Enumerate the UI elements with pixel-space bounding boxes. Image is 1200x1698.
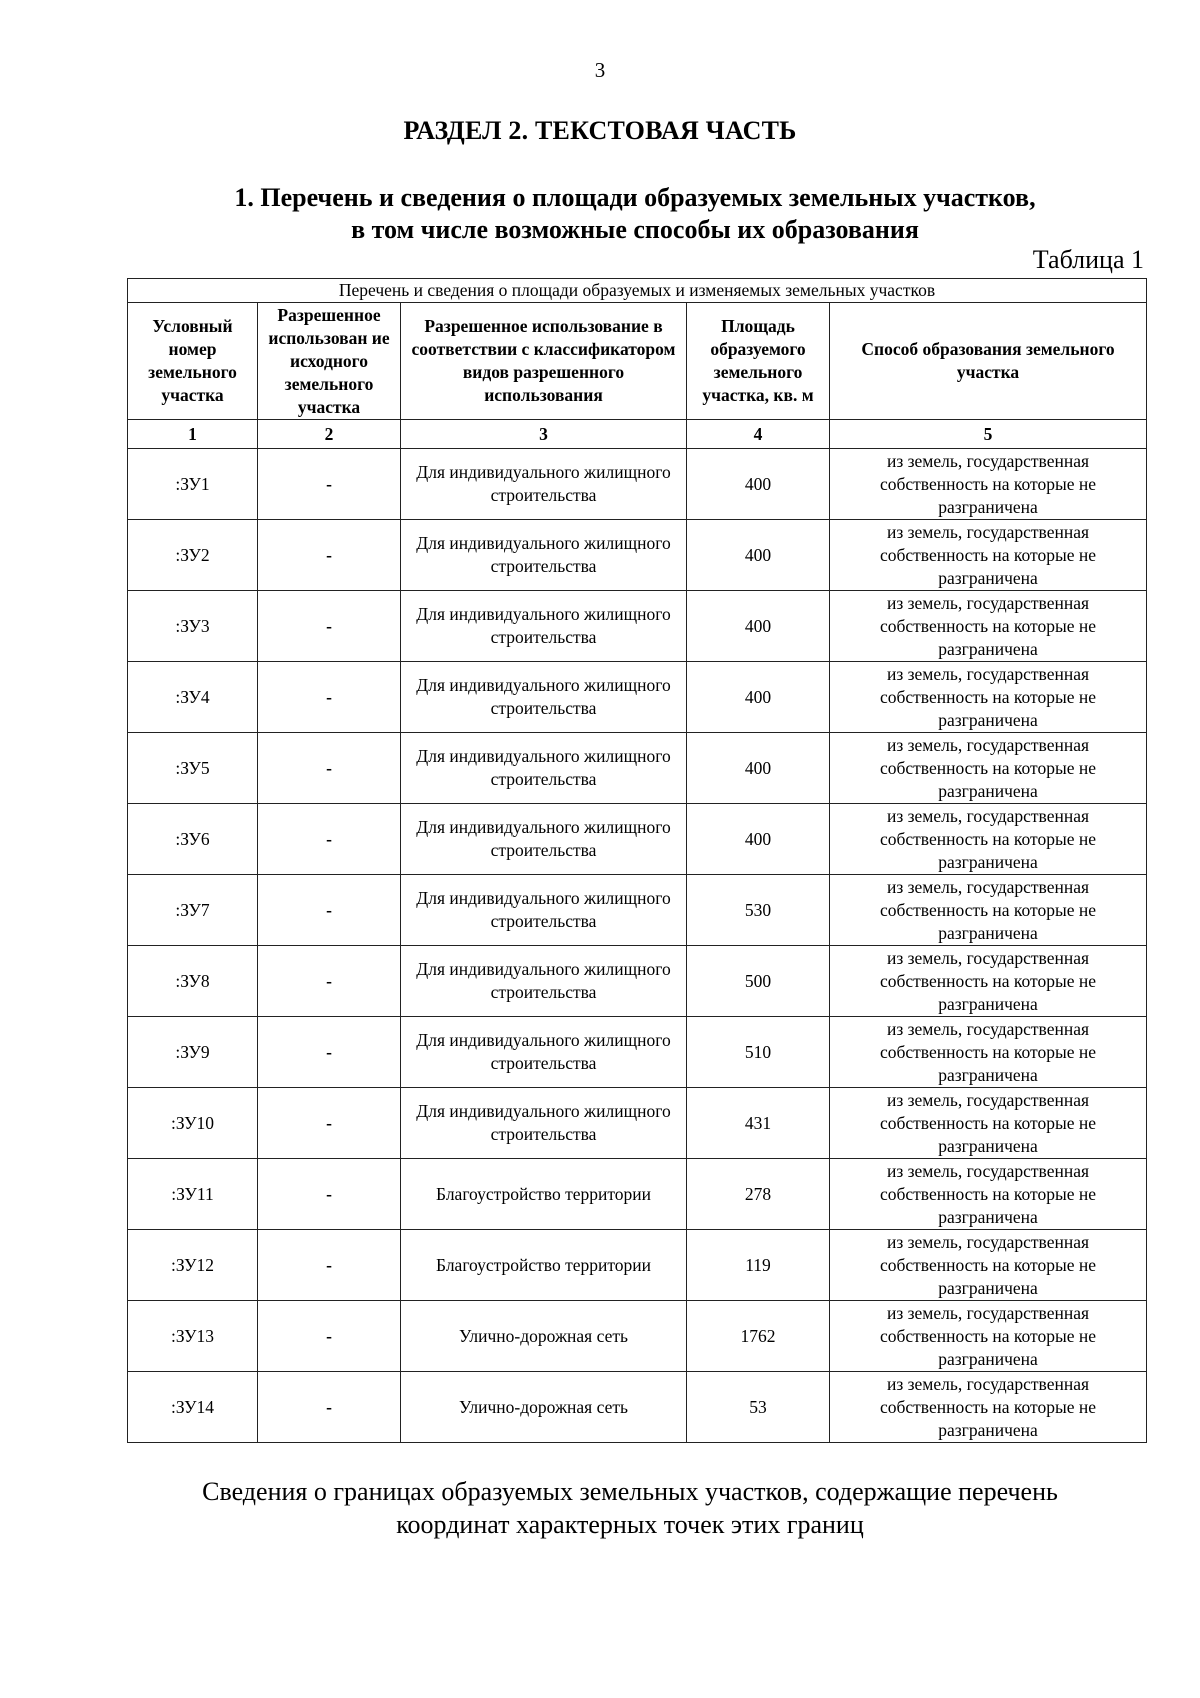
subtitle [190, 182, 1080, 246]
cell-original-use: - [258, 1088, 401, 1159]
cell-method: из земель, государственная собственность на которые не разграничена [830, 733, 1147, 804]
cell-plot-id: :ЗУ11 [128, 1159, 258, 1230]
subtitle-line-2: в том числе возможные способы их образования [351, 215, 919, 244]
cell-original-use: - [258, 733, 401, 804]
header-plot-id: Условный номер земельного участка [128, 303, 258, 420]
table-row [128, 1230, 1147, 1301]
cell-original-use: - [258, 875, 401, 946]
cell-plot-id: :ЗУ9 [128, 1017, 258, 1088]
cell-permitted-use: Для индивидуального жилищного строительства [401, 733, 687, 804]
cell-area: 1762 [687, 1301, 830, 1372]
cell-permitted-use: Для индивидуального жилищного строительства [401, 875, 687, 946]
table-row [128, 520, 1147, 591]
cell-plot-id: :ЗУ4 [128, 662, 258, 733]
cell-plot-id: :ЗУ14 [128, 1372, 258, 1443]
cell-plot-id: :ЗУ3 [128, 591, 258, 662]
cell-original-use: - [258, 591, 401, 662]
section-title: РАЗДЕЛ 2. ТЕКСТОВАЯ ЧАСТЬ [403, 116, 797, 145]
table-caption: Перечень и сведения о площади образуемых и изменяемых земельных участков [128, 279, 1147, 303]
cell-permitted-use: Для индивидуального жилищного строительства [401, 804, 687, 875]
cell-original-use: - [258, 1230, 401, 1301]
cell-original-use: - [258, 1301, 401, 1372]
cell-permitted-use: Улично-дорожная сеть [401, 1372, 687, 1443]
cell-original-use: - [258, 662, 401, 733]
cell-plot-id: :ЗУ2 [128, 520, 258, 591]
cell-plot-id: :ЗУ6 [128, 804, 258, 875]
table-row [128, 733, 1147, 804]
cell-plot-id: :ЗУ1 [128, 449, 258, 520]
cell-plot-id: :ЗУ7 [128, 875, 258, 946]
cell-original-use: - [258, 1372, 401, 1443]
header-method: Способ образования земельного участка [830, 303, 1147, 420]
table-caption-row [128, 279, 1147, 303]
table-row [128, 1088, 1147, 1159]
cell-method: из земель, государственная собственность на которые не разграничена [830, 946, 1147, 1017]
cell-permitted-use: Для индивидуального жилищного строительства [401, 1017, 687, 1088]
cell-permitted-use: Для индивидуального жилищного строительства [401, 520, 687, 591]
cell-permitted-use: Для индивидуального жилищного строительства [401, 662, 687, 733]
cell-area: 500 [687, 946, 830, 1017]
cell-original-use: - [258, 1159, 401, 1230]
cell-method: из земель, государственная собственность на которые не разграничена [830, 1230, 1147, 1301]
cell-plot-id: :ЗУ10 [128, 1088, 258, 1159]
cell-area: 119 [687, 1230, 830, 1301]
cell-permitted-use: Для индивидуального жилищного строительства [401, 591, 687, 662]
header-original-use: Разрешенное использован ие исходного земельного участка [258, 303, 401, 420]
table-row [128, 804, 1147, 875]
table-row [128, 946, 1147, 1017]
land-plots-table [127, 278, 1147, 1443]
subtitle-line-1: 1. Перечень и сведения о площади образуемых земельных участков, [234, 183, 1036, 212]
cell-area: 400 [687, 591, 830, 662]
boundaries-heading-line-1: Сведения о границах образуемых земельных участков, содержащие перечень [202, 1477, 1058, 1506]
cell-permitted-use: Для индивидуального жилищного строительства [401, 946, 687, 1017]
table-header-row [128, 303, 1147, 420]
table-row [128, 875, 1147, 946]
cell-method: из земель, государственная собственность на которые не разграничена [830, 449, 1147, 520]
cell-area: 400 [687, 804, 830, 875]
column-number: 2 [258, 420, 401, 449]
table-row [128, 591, 1147, 662]
cell-area: 431 [687, 1088, 830, 1159]
table-row [128, 1372, 1147, 1443]
cell-original-use: - [258, 1017, 401, 1088]
cell-original-use: - [258, 520, 401, 591]
cell-area: 530 [687, 875, 830, 946]
cell-permitted-use: Благоустройство территории [401, 1230, 687, 1301]
cell-method: из земель, государственная собственность на которые не разграничена [830, 1159, 1147, 1230]
cell-area: 278 [687, 1159, 830, 1230]
cell-original-use: - [258, 804, 401, 875]
column-number: 4 [687, 420, 830, 449]
cell-permitted-use: Благоустройство территории [401, 1159, 687, 1230]
cell-method: из земель, государственная собственность на которые не разграничена [830, 1372, 1147, 1443]
table-row [128, 662, 1147, 733]
cell-method: из земель, государственная собственность на которые не разграничена [830, 1017, 1147, 1088]
boundaries-heading [150, 1475, 1110, 1541]
cell-area: 400 [687, 662, 830, 733]
cell-area: 53 [687, 1372, 830, 1443]
cell-plot-id: :ЗУ12 [128, 1230, 258, 1301]
column-number: 1 [128, 420, 258, 449]
cell-area: 400 [687, 520, 830, 591]
page-number: 3 [594, 58, 606, 82]
table-label: Таблица 1 [1032, 245, 1144, 274]
table-row [128, 1017, 1147, 1088]
cell-area: 510 [687, 1017, 830, 1088]
cell-method: из земель, государственная собственность на которые не разграничена [830, 875, 1147, 946]
cell-permitted-use: Улично-дорожная сеть [401, 1301, 687, 1372]
table-row [128, 1301, 1147, 1372]
cell-permitted-use: Для индивидуального жилищного строительства [401, 1088, 687, 1159]
column-number: 3 [401, 420, 687, 449]
cell-method: из земель, государственная собственность на которые не разграничена [830, 520, 1147, 591]
column-number-row [128, 420, 1147, 449]
boundaries-heading-line-2: координат характерных точек этих границ [396, 1510, 864, 1539]
header-permitted-use: Разрешенное использование в соответствии с классификатором видов разрешенного использования [401, 303, 687, 420]
column-number: 5 [830, 420, 1147, 449]
table-row [128, 449, 1147, 520]
cell-area: 400 [687, 449, 830, 520]
cell-method: из земель, государственная собственность на которые не разграничена [830, 1088, 1147, 1159]
cell-plot-id: :ЗУ5 [128, 733, 258, 804]
table-body [128, 449, 1147, 1443]
cell-method: из земель, государственная собственность на которые не разграничена [830, 662, 1147, 733]
cell-plot-id: :ЗУ13 [128, 1301, 258, 1372]
cell-method: из земель, государственная собственность на которые не разграничена [830, 804, 1147, 875]
cell-original-use: - [258, 449, 401, 520]
cell-method: из земель, государственная собственность на которые не разграничена [830, 591, 1147, 662]
cell-method: из земель, государственная собственность на которые не разграничена [830, 1301, 1147, 1372]
cell-original-use: - [258, 946, 401, 1017]
header-area: Площадь образуемого земельного участка, кв. м [687, 303, 830, 420]
cell-permitted-use: Для индивидуального жилищного строительства [401, 449, 687, 520]
table-row [128, 1159, 1147, 1230]
cell-area: 400 [687, 733, 830, 804]
cell-plot-id: :ЗУ8 [128, 946, 258, 1017]
